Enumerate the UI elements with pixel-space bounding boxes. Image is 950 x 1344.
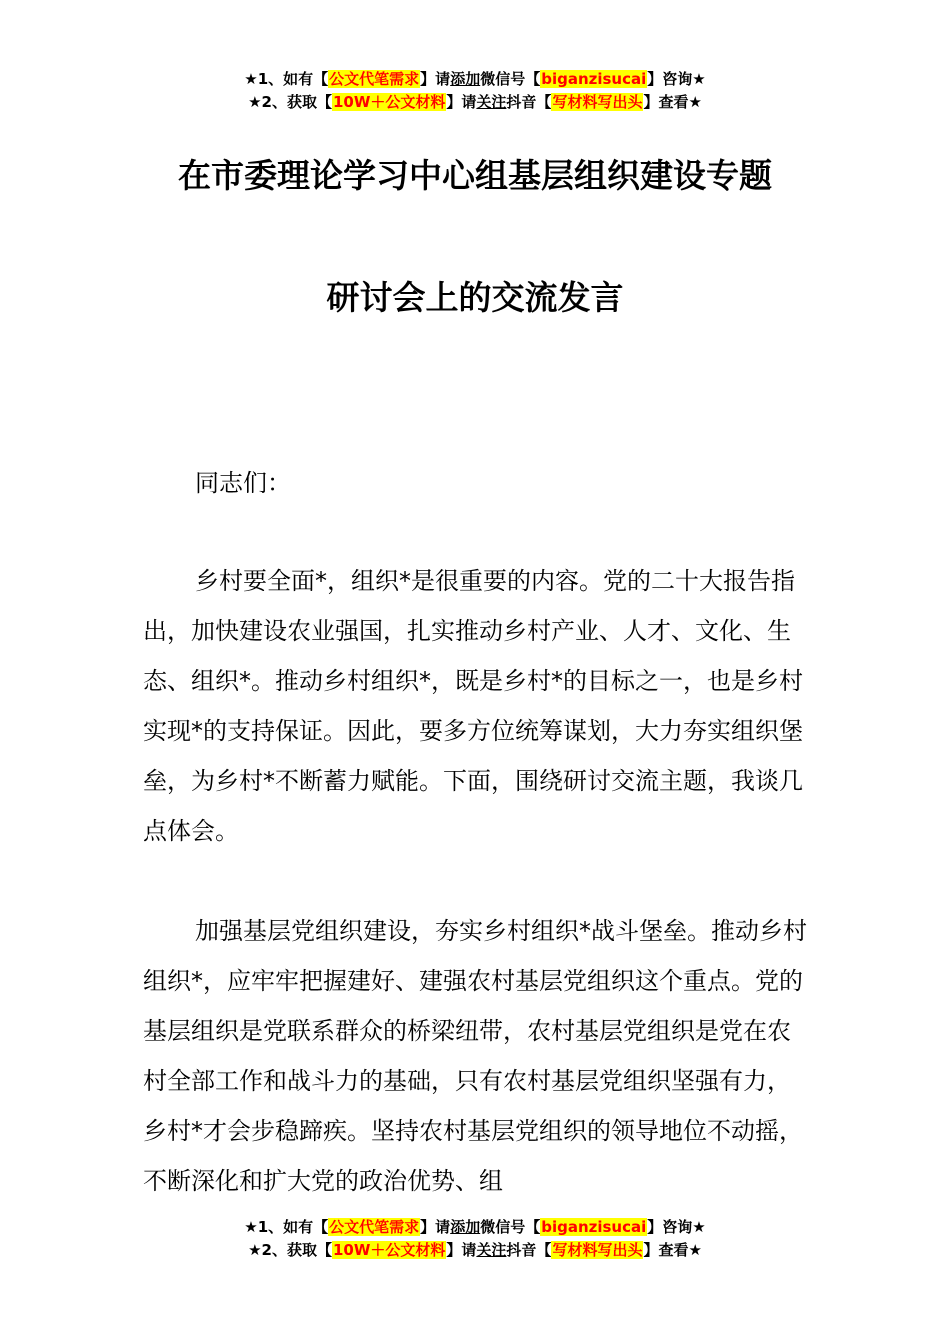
highlight-materials: 10W＋公文材料 [332,93,446,111]
banner-text: 】请 [420,70,451,88]
paragraph-1 [143,556,813,856]
banner-text: 】咨询★ [647,1218,706,1236]
underlined-text: 添加 [450,70,481,88]
banner-text: 抖音【 [506,1241,552,1259]
banner-text: 】查看★ [643,93,702,111]
banner-text: 微信号【 [480,1218,541,1236]
banner-line-1 [0,1216,950,1239]
document-title-line-1: 在市委理论学习中心组基层组织建设专题 [178,156,772,195]
footer-banner [0,1216,950,1262]
banner-text: ★1、如有【 [244,70,329,88]
greeting [143,458,813,508]
banner-text: 抖音【 [506,93,552,111]
banner-text: 】咨询★ [647,70,706,88]
underlined-text: 添加 [450,1218,481,1236]
banner-text: 】请 [420,1218,451,1236]
paragraph-1-text: 乡村要全面*，组织*是很重要的内容。党的二十大报告指出，加快建设农业强国，扎实推动乡村产业、人才、文化、生态、组织*。推动乡村组织*，既是乡村*的目标之一，也是乡村实现*的支持保证。因此，要多方位统筹谋划，大力夯实组织堡垒，为乡村*不断蓄力赋能。下面，围绕研讨交流主题，我谈几点体会。 [143,567,803,845]
banner-text: 】请 [446,93,477,111]
banner-text: 微信号【 [480,70,541,88]
highlight-service: 公文代笔需求 [329,70,420,88]
banner-line-2 [0,91,950,114]
banner-text: ★1、如有【 [244,1218,329,1236]
highlight-service: 公文代笔需求 [329,1218,420,1236]
underlined-text: 关注 [476,93,507,111]
banner-line-1 [0,68,950,91]
banner-text: ★2、获取【 [248,93,332,111]
highlight-wechat-id: biganzisucai [541,70,647,88]
banner-text: ★2、获取【 [248,1241,332,1259]
paragraph-2-text: 加强基层党组织建设，夯实乡村组织*战斗堡垒。推动乡村组织*，应牢牢把握建好、建强农村基层党组织这个重点。党的基层组织是党联系群众的桥梁纽带，农村基层党组织是党在农村全部工作和战斗力的基础，只有农村基层党组织坚强有力，乡村*才会步稳蹄疾。坚持农村基层党组织的领导地位不动摇，不断深化和扩大党的政治优势、组 [143,917,807,1195]
highlight-douyin-id: 写材料写出头 [552,93,643,111]
highlight-douyin-id: 写材料写出头 [552,1241,643,1259]
banner-line-2 [0,1239,950,1262]
greeting-text: 同志们： [195,469,291,497]
document-title-line-2: 研讨会上的交流发言 [326,278,624,317]
highlight-materials: 10W＋公文材料 [332,1241,446,1259]
header-banner [0,68,950,114]
highlight-wechat-id: biganzisucai [541,1218,647,1236]
paragraph-2 [143,906,813,1206]
underlined-text: 关注 [476,1241,507,1259]
banner-text: 】查看★ [643,1241,702,1259]
banner-text: 】请 [446,1241,477,1259]
